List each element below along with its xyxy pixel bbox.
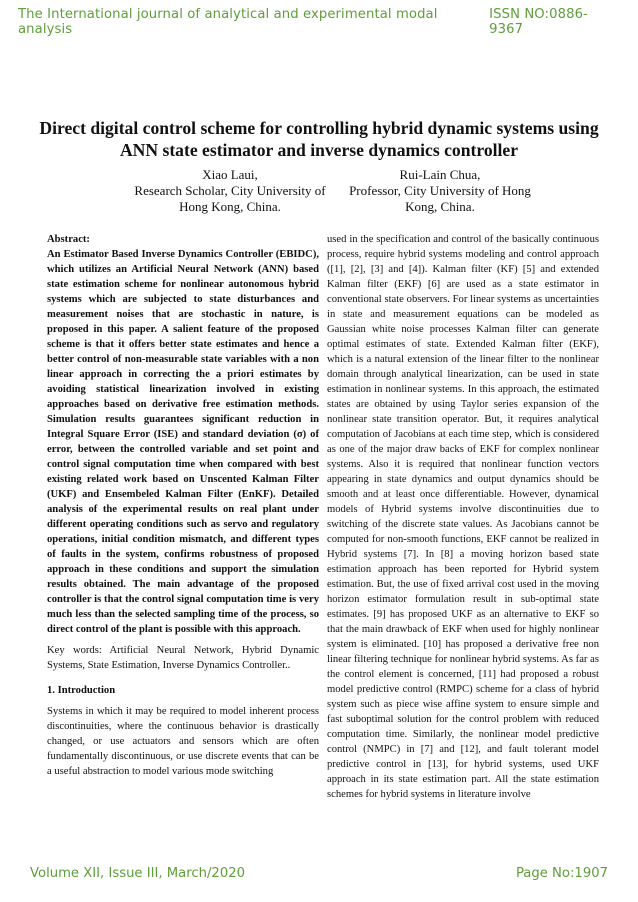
left-column bbox=[47, 232, 319, 779]
page-header bbox=[18, 7, 620, 37]
author-2 bbox=[330, 167, 550, 215]
issn-number: ISSN NO:0886-9367 bbox=[489, 7, 588, 37]
author-2-role: Professor, City University of Hong bbox=[349, 183, 531, 198]
author-1 bbox=[120, 167, 340, 215]
volume-info: Volume XII, Issue III, March/2020 bbox=[30, 865, 245, 881]
section-1-paragraph: Systems in which it may be required to model inherent process discontinuities, where the continuous behavior is drastically changed, or use actuators and sensors which are often fundamentally discontinuous, or use discrete events that can be a useful abstraction to model various mode switching bbox=[47, 706, 319, 777]
page-footer bbox=[30, 862, 608, 884]
keywords: Key words: Artificial Neural Network, Hybrid Dynamic Systems, State Estimation, Inverse Dynamics Controller.. bbox=[47, 645, 319, 671]
author-block bbox=[30, 167, 608, 215]
journal-name: The International journal of analytical and experimental modal analysis bbox=[18, 7, 438, 37]
page-number: Page No:1907 bbox=[515, 865, 608, 881]
right-column-paragraph: used in the specification and control of the basically continuous process, require hybrid systems modeling and control approach ([1], [2], [3] and [4]). Kalman filter (KF) [5] and extended Kalman filter (EKF) [6] are used as a state estimator in conventional state observers. For linear systems as uncertainties in state and measurement equations can be modeled as Gaussian white noise processes Kalman filter can generate optimal estimates of state. Extended Kalman filter (EKF), which is a natural extension of the linear filter to the nonlinear domain through analytical linearization, can be used in state estimation in nonlinear systems. In this approach, the estimated states are obtained by using Taylor series expansion of the nonlinear state transition operator. But, it requires analytical computation of Jacobians at each time step, which is considered as one of the major draw backs of EKF for complex nonlinear systems. Also it is required that nonlinear function vectors appearing in state dynamics and output dynamics should be smooth and at least once differentiable. However, dynamical models of Hybrid systems involve discontinuities due to switching of the discrete state values. As Jacobians cannot be computed for non-smooth functions, EKF cannot be realized in Hybrid systems [7]. In [8] a moving horizon based state estimation approach has been reported for Hybrid system estimation. But, the use of fixed arrival cost used in the moving horizon estimator formulation result in sub-optimal state estimates. [9] has proposed UKF as an alternative to EKF so that the main drawback of EKF when used for highly nonlinear system is eliminated. [10] has proposed a derivative free non linear filtering technique for nonlinear hybrid systems. As far as the control element is concerned, [11] had proposed a robust model predictive control (RMPC) scheme for a class of hybrid system such as piece wise affine system to ensure simple and fast suboptimal solution for the control problem with reduced computation time. Similarly, the nonlinear model predictive control (NMPC) in [7] and [12], and fault tolerant model predictive control in [13], for hybrid systems, used UKF approach in its state estimation part. All the state estimation schemes for hybrid systems in literature involve bbox=[327, 234, 599, 800]
author-1-affiliation: Hong Kong, China. bbox=[179, 199, 281, 214]
abstract-body: An Estimator Based Inverse Dynamics Controller (EBIDC), which utilizes an Artificial Neural Network (ANN) based state estimation scheme for nonlinear autonomous hybrid systems which are subjected to state disturbances and measurement noises that are stochastic in nature, is proposed in this paper. A salient feature of the proposed scheme is that it offers better state estimates and hence a better control of non-measurable state variables with a non linear approach in correcting the a priori estimates by avoiding statistical linearization involved in existing approaches based on derivative free estimation methods. Simulation results guarantees significant reduction in Integral Square Error (ISE) and standard deviation (σ) of error, between the controlled variable and set point and control signal computation time when compared with best existing related work based on Unscented Kalman Filter (UKF) and Ensembeled Kalman Filter (EnKF). Detailed analysis of the experimental results on real plant under different operating conditions such as servo and regulatory operations, initial condition mismatch, and different types of faults in the system, confirms robustness of proposed approach in these conditions and support the simulation results obtained. The main advantage of the proposed controller is that the control signal computation time is very much less than the selected sampling time of the process, so direct control of the plant is possible with this approach. bbox=[47, 249, 319, 635]
right-column bbox=[327, 232, 599, 802]
author-1-name: Xiao Laui, bbox=[202, 167, 258, 182]
author-2-name: Rui-Lain Chua, bbox=[399, 167, 481, 182]
abstract-heading: Abstract: bbox=[47, 234, 90, 245]
author-2-affiliation: Kong, China. bbox=[405, 199, 475, 214]
section-1-heading: 1. Introduction bbox=[47, 685, 116, 696]
paper-title: Direct digital control scheme for controlling hybrid dynamic systems using ANN state estimator and inverse dynamics controller bbox=[39, 118, 599, 160]
author-1-role: Research Scholar, City University of bbox=[134, 183, 326, 198]
